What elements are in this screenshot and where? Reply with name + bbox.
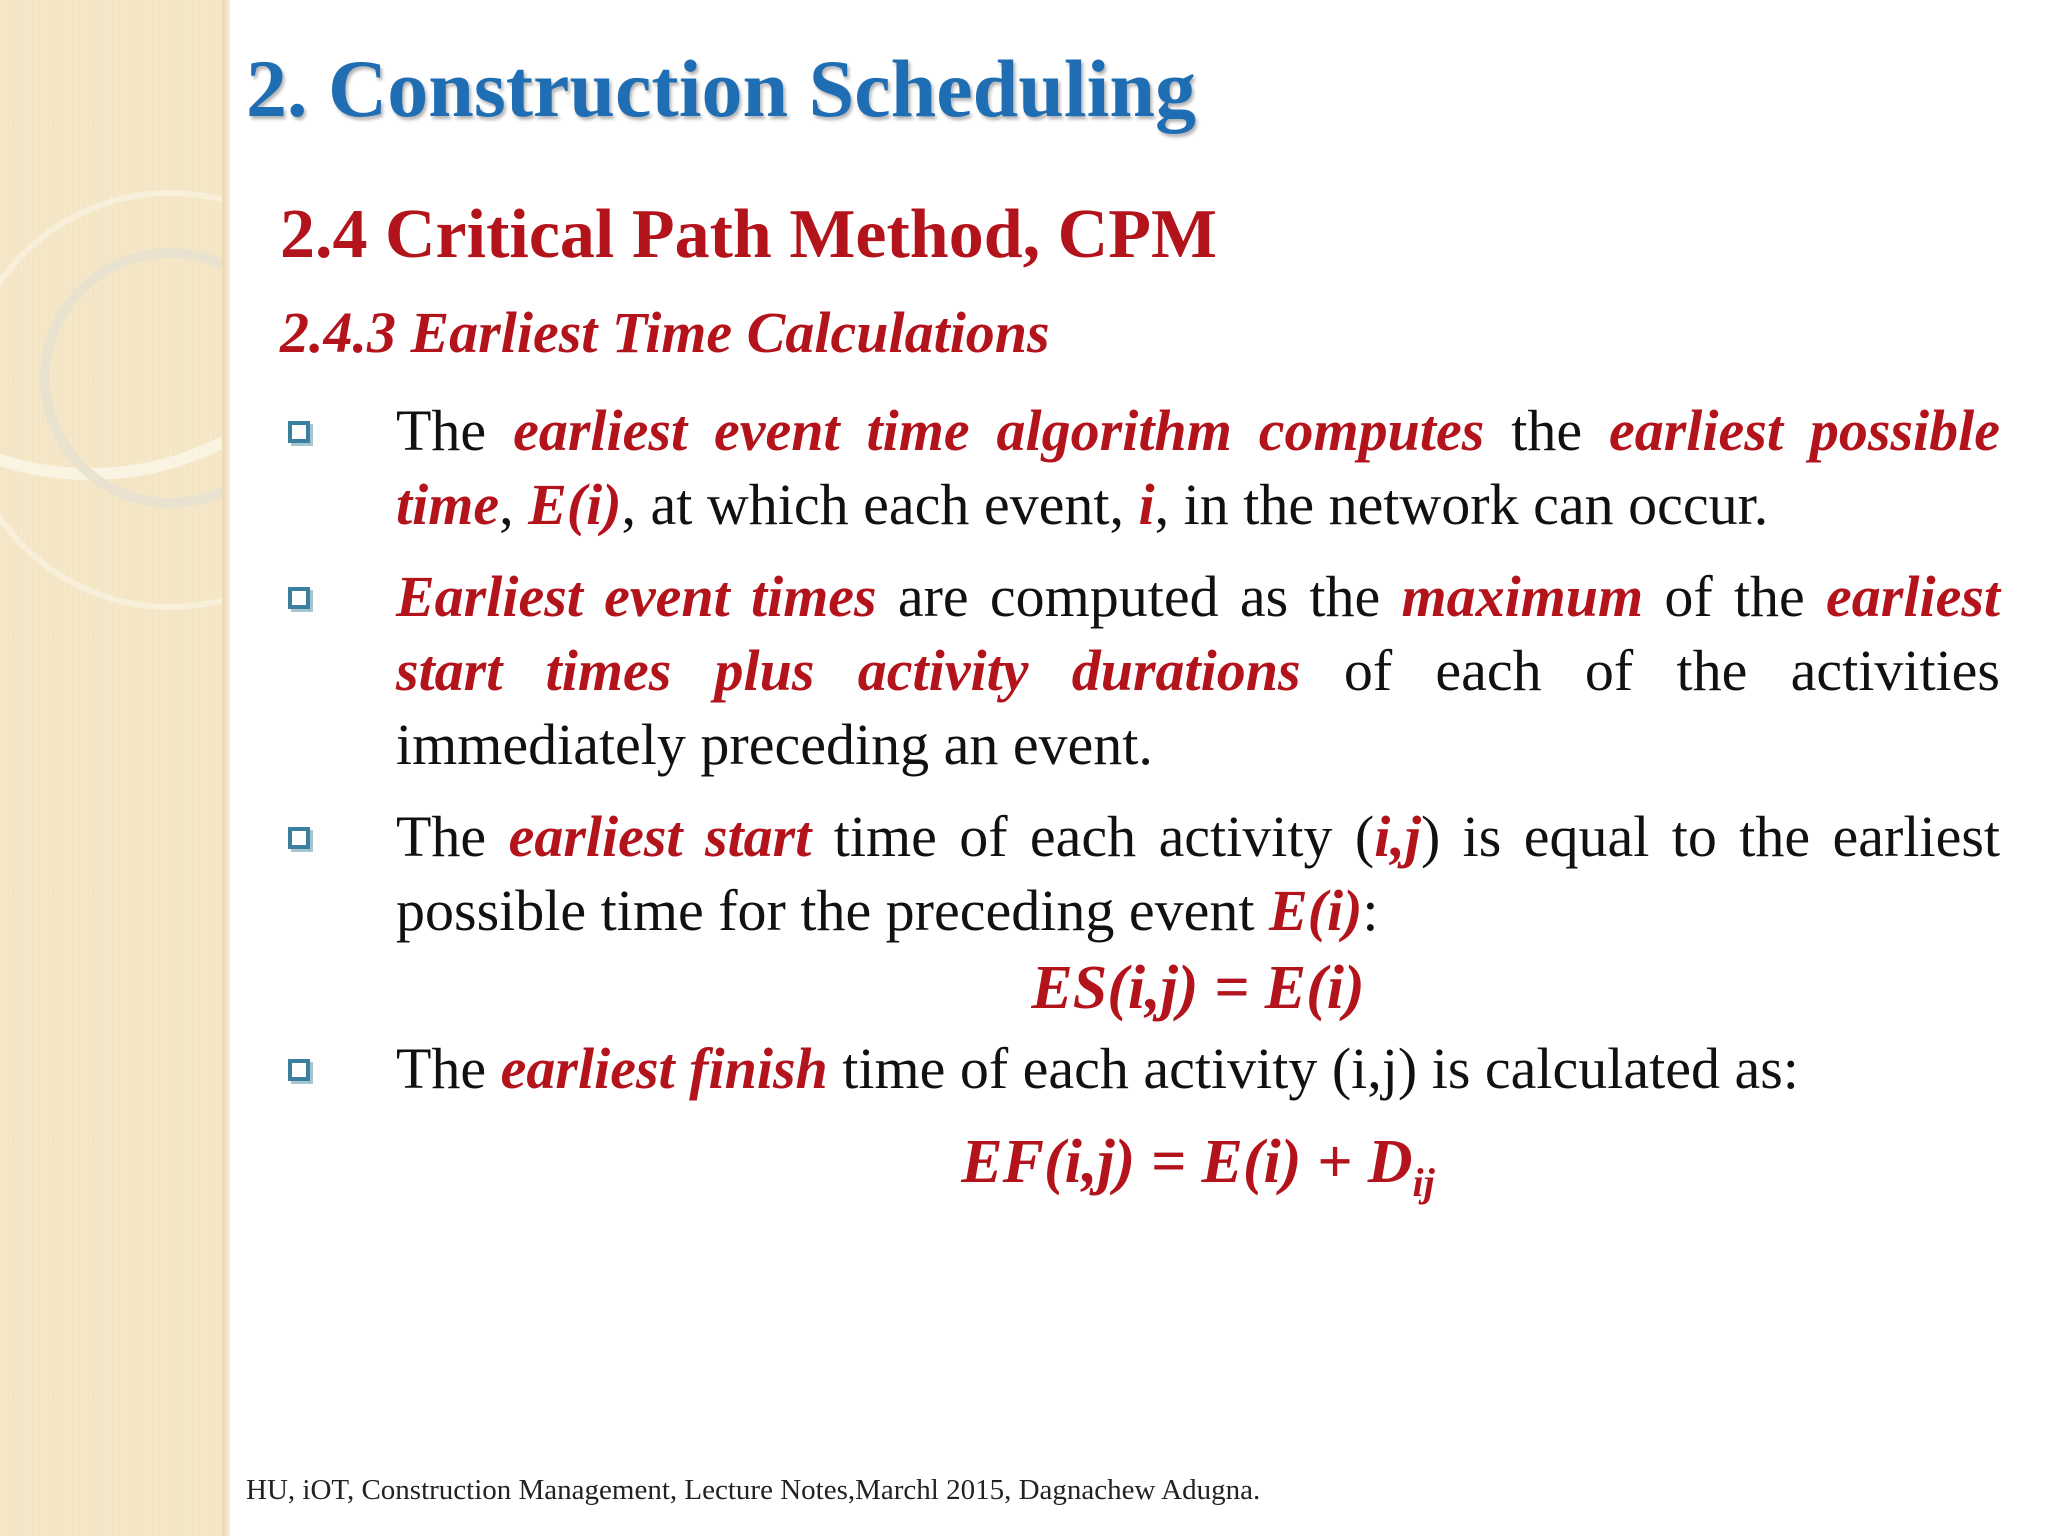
text-run: The: [396, 804, 509, 869]
bullet-text: [396, 1036, 1799, 1101]
earliest-start-formula: ES(i,j) = E(i): [1031, 954, 1365, 1022]
bullet-item: [280, 800, 2000, 948]
text-run: of the: [1643, 564, 1827, 629]
decorative-sidebar: [0, 0, 228, 1536]
bullet-list: [280, 394, 2001, 1205]
emphasis-run: earliest finish: [500, 1036, 828, 1101]
emphasis-run: earliest start times plus activity durations: [396, 564, 2001, 703]
hollow-square-bullet-icon: [288, 827, 310, 849]
emphasis-run: E(i): [528, 472, 622, 537]
slide-footer: HU, iOT, Construction Management, Lecture Notes,Marchl 2015, Dagnachew Adugna.: [246, 1474, 1261, 1506]
text-run: ) is equal to the earliest possible time for the preceding event: [396, 804, 2001, 943]
emphasis-run: earliest possible time: [396, 398, 2000, 537]
emphasis-run: earliest start: [508, 804, 812, 869]
bullet-text: [396, 398, 2000, 537]
emphasis-run: E(i): [1268, 878, 1363, 943]
bullet-text: [396, 804, 2000, 943]
slide-title: 2. Construction Scheduling: [246, 43, 1197, 134]
text-run: The: [396, 1036, 501, 1101]
bullet-item: [280, 394, 2000, 542]
earliest-finish-formula: [280, 1122, 2000, 1205]
hollow-square-bullet-icon: [288, 1059, 310, 1081]
bullet-text: [396, 564, 2000, 777]
hollow-square-bullet-icon: [288, 421, 310, 443]
text-run: time of each activity (: [811, 804, 1375, 869]
bullet-item: [280, 1032, 2000, 1106]
text-run: time of each activity (i,j) is calculated as:: [827, 1036, 1799, 1101]
emphasis-run: Earliest event times: [396, 564, 877, 629]
subsection-heading: 2.4.3 Earliest Time Calculations: [280, 300, 1050, 365]
emphasis-run: i,j: [1374, 804, 1421, 869]
emphasis-run: i: [1138, 472, 1155, 537]
text-run: , in the network can occur.: [1154, 472, 1769, 537]
text-run: , at which each event,: [621, 472, 1139, 537]
text-run: ,: [499, 472, 529, 537]
section-heading: 2.4 Critical Path Method, CPM: [280, 196, 1218, 273]
bullet-item: [280, 560, 2000, 782]
text-run: of each of the activities immediately preceding an event.: [396, 638, 2000, 777]
sidebar-edge: [222, 0, 230, 1536]
hollow-square-bullet-icon: [288, 587, 310, 609]
emphasis-run: maximum: [1401, 564, 1644, 629]
formula-subscript: ij: [1412, 1160, 1435, 1205]
text-run: :: [1362, 878, 1379, 943]
text-run: are computed as the: [876, 564, 1402, 629]
emphasis-run: earliest event time algorithm computes: [513, 398, 1485, 463]
text-run: The: [396, 398, 514, 463]
formula-main: EF(i,j) = E(i) + D: [961, 1128, 1413, 1196]
text-run: the: [1484, 398, 1609, 463]
